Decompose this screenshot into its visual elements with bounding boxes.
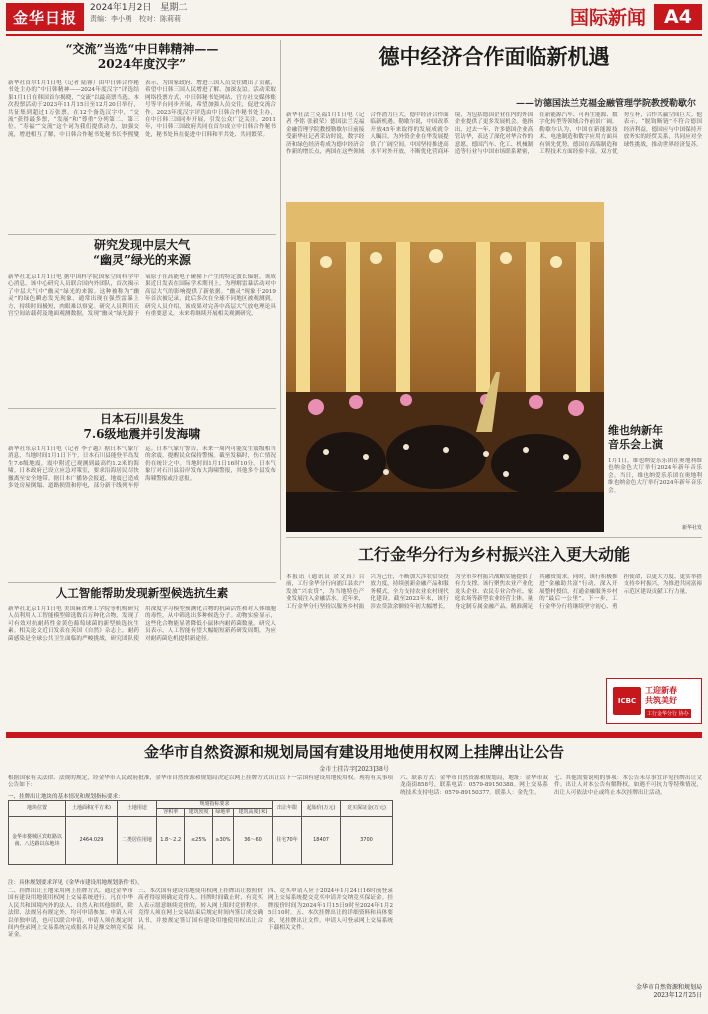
issue-info bbox=[90, 3, 187, 25]
ad-slogan-line: 共筑美好 bbox=[645, 695, 677, 705]
col-group-header: 规划指标要求 bbox=[156, 801, 272, 809]
masthead-rule bbox=[6, 34, 702, 36]
headline-line: 日本石川县发生 bbox=[99, 412, 184, 426]
notice-table-caption: 一、挂牌出让地块的基本情况和规划指标要求： bbox=[8, 794, 124, 800]
photo-caption-headline bbox=[608, 424, 702, 452]
article-airglow-body: 新华社北京1月1日电 据中国科学院国家空间科学中心消息，该中心研究人员联合国内外团队，首次揭示了中层大气中“幽灵”绿光的来源。这种被称为“幽灵”的绿色瞬态发光现象，通常出现在强烈雷暴上方，持续时间极短，肉眼难以察觉。研究人员利用天宫空间站载荷及地面观测数据，发现“幽灵”绿光源于氧原子在高能电子碰撞下产生的特定波长辐射。该成果近日发表在国际学术期刊上，为理解雷暴活动对中高层大气的影响提供了新依据。“幽灵”现象于2019年首次被记录，此后多次在全球不同地区被观测到。研究人员介绍，该成果对完善中高层大气放电理论具有重要意义，未来将继续开展相关观测研究。 bbox=[8, 274, 276, 318]
table-cell: 1.8～2.2 bbox=[156, 817, 185, 865]
headline-line: 维也纳新年 bbox=[608, 424, 663, 437]
lead-body: 新华社法兰克福1月1日电（记者 李铭 张毅荣）德国法兰克福金融管理学院教授勒歇尔日前接受新华社记者采访时说，数字经济和绿色经济将成为德中经济合作新的增长点，两国在这些领域合作潜力巨大，德中经济合作面临新机遇。勒歇尔说，中国改革开放45年来取得的发展成就令人瞩目，为外资企业在华发展提供了广阔空间。中国坚持推进高水平对外开放，不断优化营商环境，为包括德国企业在内的外国企业提供了更多发展机会。他指出，过去一年，许多德国企业高管访华，表达了深化对华合作的意愿。德国汽车、化工、机械制造等行业与中国市场联系紧密，在新能源汽车、可再生能源、数字化转型等领域合作前景广阔。勒歇尔认为，中国在新能源技术、电池制造和数字应用方面具有领先优势，德国在高端制造和工程技术方面经验丰富，双方优势互补，合作共赢空间巨大。他表示，“脱钩断链”不符合德国经济利益，德国应与中国保持开放务实的经贸关系，共同应对全球性挑战，推动世界经济复苏。 bbox=[286, 112, 702, 156]
article-ai-headline: 人工智能帮助发现新型候选抗生素 bbox=[55, 586, 229, 600]
icbc-logo: ICBC bbox=[613, 687, 641, 715]
newspaper-logo: 金华日报 bbox=[6, 3, 84, 31]
notice-subtitle: 金市土挂告字[2023]38号 bbox=[319, 766, 389, 773]
article-airglow-headline bbox=[8, 238, 276, 268]
ad-slogan bbox=[645, 685, 677, 705]
table-cell: 住宅70年 bbox=[272, 817, 301, 865]
notice-col-5: 七、其他需要说明的事项：本公告未尽事宜详见挂牌出让文件。出让人对本公告有解释权。如遇不可抗力等特殊情况，出让人可依法中止或终止本次挂牌出让活动。 bbox=[554, 775, 702, 796]
masthead bbox=[0, 0, 708, 36]
notice-col-1: 二、挂牌出让土地采用网上挂牌方式，通过金华市国有建设用地使用权网上交易系统进行。凡在中华人民共和国境内外的法人、自然人和其他组织，除法律、法规另有规定外，均可申请参加。申请人可以单独申请，也可以联合申请。申请人须在规定时间内登录网上交易系统完成报名并足额交纳竞买保证金。 bbox=[8, 888, 133, 939]
concert-hall-image bbox=[286, 202, 604, 532]
article-divider bbox=[8, 234, 276, 235]
col-header: 土地用途 bbox=[117, 801, 156, 817]
col-header: 建筑密度 bbox=[185, 809, 212, 817]
page-number: A4 bbox=[654, 4, 702, 30]
col-header: 绿地率 bbox=[212, 809, 233, 817]
article-quake-body: 新华社东京1月1日电（记者 李子越）据日本气象厅消息，当地时间1月1日下午，日本石川县能登半岛发生7.6级地震，震中附近已观测到最高约1.2米的海啸。日本政府已设立应急对策室，要求沿海居民尽快撤离至安全地带。据日本广播协会报道，地震已造成多处房屋倒塌、道路损毁和停电，部分新干线列车停运。日本气象厅警告，未来一周内可能发生震级相当的余震，提醒民众保持警惕。截至发稿时，伤亡情况仍在统计之中。当地时间1月1日16时10分，日本气象厅对石川县沿岸发布大海啸警报，其他多个县发布海啸警报或注意报。 bbox=[8, 446, 276, 490]
article-divider bbox=[286, 537, 702, 538]
issue-date: 2024年1月2日 星期二 bbox=[90, 3, 188, 13]
lead-headline: 德中经济合作面临新机遇 bbox=[378, 44, 610, 69]
article-quake-headline bbox=[8, 412, 276, 442]
headline-line: 7.6级地震并引发海啸 bbox=[83, 427, 201, 441]
col-header: 建筑高度(米) bbox=[234, 809, 273, 817]
col-header: 竞买保证金(万元) bbox=[341, 801, 393, 817]
concert-photo bbox=[286, 202, 604, 532]
table-row bbox=[9, 817, 393, 865]
notice-issuer: 金华市自然资源和规划局 bbox=[635, 984, 702, 991]
parcel-table bbox=[8, 800, 393, 865]
table-cell: ≤25% bbox=[185, 817, 212, 865]
col-header: 容积率 bbox=[156, 809, 185, 817]
ad-slogan-line: 工迎新春 bbox=[645, 685, 677, 695]
icbc-body-continued bbox=[286, 676, 600, 724]
article-divider bbox=[8, 582, 276, 583]
table-cell: 3700 bbox=[341, 817, 393, 865]
notice-date: 2023年12月25日 bbox=[653, 992, 702, 999]
headline-line: “交流”当选“中日韩精神—— bbox=[65, 42, 219, 56]
ad-sponsor: 工行金华分行 协办 bbox=[647, 711, 689, 717]
lead-subtitle: ——访德国法兰克福金融管理学院教授勒歇尔 bbox=[515, 99, 696, 109]
photo-caption-body: 1月1日，维也纳爱乐乐团在奥地利维也纳金色大厅举行2024年新年音乐会。当日，维也纳爱乐乐团在奥地利维也纳金色大厅举行2024年新年音乐会。 bbox=[608, 458, 702, 494]
notice-table-note: 注：具体规划要求详见《金华市建设用地规划条件书》。 bbox=[8, 880, 143, 886]
headline-line: “幽灵”绿光的来源 bbox=[93, 253, 191, 267]
notice-col-4: 六、联系方式：金华市自然资源和规划局，地址：金华市双龙南街858号，联系电话：0579-89150388。网上交易系统技术支持电话：0579-89150377。联系人：金先生。 bbox=[400, 775, 548, 796]
notice-intro: 根据国家有关法律、法规的规定，经金华市人民政府批准，金华市自然资源和规划局决定以网上挂牌方式出让以下一宗国有建设用地使用权。现将有关事项公告如下： bbox=[8, 775, 393, 789]
headline-line: 2024年度汉字” bbox=[97, 57, 187, 71]
editor-info: 责编：李小勇 校对：陈莉莉 bbox=[90, 15, 181, 23]
col-header: 出让年限 bbox=[272, 801, 301, 817]
photo-credit: 新华社发 bbox=[681, 525, 702, 531]
article-jpkr-body: 新华社首尔1月1日电（记者 陆睿）由中日韩合作秘书处主办的“中日韩精神——2024年度汉字”评选结果1月1日在韩国首尔揭晓，“交流”以最高票当选。本次投票活动于2023年11月15日至12月20日举行，共征集到超过1万张票。在12个备选汉字中，“交流”获得最多票，“发展”和“尊重”分列第二、第三位。“寿福”“交流”这个词为我们提供动力，加强交流，增进相互了解，中日韩合作秘书处秘书长李熙燮表示，为国家政府、增进三国人员交往做出了贡献，希望中日韩三国人民增进了解、加深友谊。活动采取网络投票方式，中日韩秘书处网站、官方社交媒体账号等平台同步开展，希望加强人员交往，促进交流合作。2023年度汉字评选由中日韩合作秘书处主办，在中日韩三国同步开展，引发公众广泛关注。2011年，中日韩三国政府共同在首尔成立中日韩合作秘书处，秘书处旨在促进中日韩和平共处、共同繁荣。 bbox=[8, 80, 276, 138]
article-ai-body: 新华社北京1月1日电 美国麻省理工学院等机构研究人员利用人工智能模型筛选数百万种化合物，发现了可有效对抗耐药性金黄色葡萄球菌的新型候选抗生素。相关论文近日发表在英国《自然》杂志上。耐药菌感染是全球公共卫生面临的严峻挑战，研究团队使用深度学习模型预测化合物的抗菌活性和对人体细胞的毒性，从中筛选出多种候选分子。动物实验显示，这些化合物能显著降低小鼠体内耐药菌数量。研究人员表示，人工智能有望大幅缩短新药研发周期，为应对耐药菌危机提供新途径。 bbox=[8, 606, 276, 642]
icbc-body: 本报讯（通讯员 余文真）目前，工行金华分行向浦江县农户发放“兴农贷”，为当地特色产业发展注入金融活水。近年来，工行金华分行坚持以服务乡村振兴为己任，不断加大涉农信贷投放力度，持续创新金融产品和服务模式，全力支持农业农村现代化建设。截至2023年末，该行涉农贷款余额较年初大幅增长，为全市乡村振兴战略实施提供了有力支撑。该行聚焦农业产业化龙头企业、农民专业合作社、家庭农场等新型农业经营主体，量身定制专属金融产品，精准满足其融资需求。同时，该行积极推进“金融助共富”行动，深入开展整村授信，打通金融服务乡村的“最后一公里”。下一步，工行金华分行将继续坚守初心、勇担使命，以更大力度、更实举措支持乡村振兴，为推进共同富裕示范区建设贡献工行力量。 bbox=[286, 574, 702, 610]
table-cell: 18407 bbox=[302, 817, 341, 865]
notice-top-band bbox=[6, 732, 702, 738]
section-title: 国际新闻 bbox=[569, 7, 646, 29]
table-cell: ≥30% bbox=[212, 817, 233, 865]
col-header: 地块位置 bbox=[9, 801, 66, 817]
col-header: 起始价(万元) bbox=[302, 801, 341, 817]
table-cell: 金华市婺城区宾虹路以南、八达路以东地块 bbox=[9, 817, 66, 865]
icbc-headline: 工行金华分行为乡村振兴注入更大动能 bbox=[357, 545, 630, 564]
table-cell: 2464.029 bbox=[66, 817, 118, 865]
article-divider bbox=[8, 408, 276, 409]
notice-col-2: 三、本次国有建设用地使用权网上挂牌出让按照价高者得原则确定竞得人。挂牌时间截止时，有竞买人表示愿意继续竞价的，转入网上限时竞价程序。竞得人须在网上交易结束后规定时间内签订成交确认书，并按规定签订国有建设用地使用权出让合同。 bbox=[138, 888, 263, 932]
headline-line: 研究发现中层大气 bbox=[93, 238, 190, 252]
table-cell: 二类居住用地 bbox=[117, 817, 156, 865]
column-divider bbox=[280, 40, 281, 580]
article-jpkr-headline bbox=[8, 42, 276, 72]
col-header: 土地面积(平方米) bbox=[66, 801, 118, 817]
table-cell: 36～60 bbox=[234, 817, 273, 865]
notice-title: 金华市自然资源和规划局国有建设用地使用权网上挂牌出让公告 bbox=[143, 743, 564, 761]
headline-line: 音乐会上演 bbox=[608, 438, 663, 451]
icbc-ad bbox=[606, 678, 702, 724]
notice-col-3: 四、竞买申请人应于2024年1月24日16时前登录网上交易系统提交竞买申请并交纳竞买保证金。挂牌报价时间为2024年1月15日9时至2024年1月25日10时。五、本次挂牌出让的详细资料和具体要求，见挂牌出让文件。申请人可登录网上交易系统下载相关文件。 bbox=[268, 888, 393, 932]
notice-footer bbox=[554, 984, 702, 1000]
